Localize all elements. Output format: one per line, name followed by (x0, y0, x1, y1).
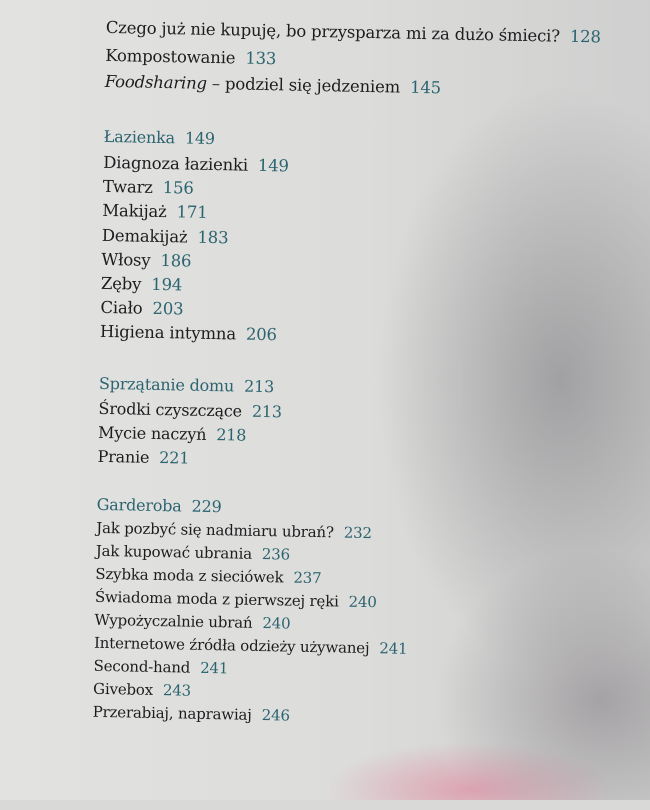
toc-entry (101, 250, 191, 271)
toc-entry (100, 298, 183, 319)
toc-entry-title: Pranie (97, 446, 150, 467)
toc-entry-page: 221 (159, 448, 190, 468)
toc-entry-page: 149 (257, 155, 289, 176)
toc-entry-title: Zęby (100, 273, 142, 294)
toc-entry-page: 246 (261, 706, 290, 725)
toc-entry-page: 186 (160, 251, 192, 271)
toc-entry (102, 201, 208, 222)
toc-entry-page: 241 (200, 658, 229, 678)
toc-entry (94, 634, 408, 658)
toc-entry-title: Ciało (100, 297, 143, 318)
toc-entry (103, 177, 194, 198)
toc-section-heading (104, 127, 216, 148)
toc-entry (101, 274, 183, 295)
toc-entry-title: Higiena intymna (99, 321, 237, 344)
toc-entry-title: Kompostowanie (105, 45, 236, 68)
toc-entry-title: – podziel się jedzeniem (206, 73, 401, 97)
toc-entry-title: Diagnoza łazienki (103, 152, 249, 175)
toc-entry (105, 46, 276, 68)
toc-entry (97, 447, 189, 468)
toc-entry-title: Jak kupować ubrania (95, 541, 253, 563)
toc-entry-page: 232 (343, 523, 372, 543)
toc-entry-title: Makijaż (102, 200, 167, 222)
toc-entry (105, 72, 442, 97)
toc-entry-page: 128 (569, 26, 601, 47)
toc-entry-title-italic: Foodsharing (104, 71, 208, 93)
toc-entry-page: 156 (162, 178, 194, 198)
toc-entry-page: 240 (348, 592, 377, 612)
toc-entry-title: Przerabiaj, naprawiaj (92, 702, 252, 724)
toc-entry-title: Środki czyszczące (98, 398, 243, 421)
toc-entry-page: 240 (262, 614, 291, 633)
toc-entry-page: 218 (216, 425, 247, 445)
toc-entry-title: Internetowe źródła odzieży używanej (93, 633, 370, 658)
toc-entry-page: 183 (197, 227, 229, 248)
toc-entry-page: 133 (245, 48, 277, 69)
section-page: 213 (243, 376, 275, 397)
toc-entry-page: 206 (245, 324, 278, 345)
toc-entry (95, 565, 321, 587)
toc-entry-title: Givebox (92, 679, 154, 699)
section-title: Garderoba (96, 494, 182, 516)
toc-section-heading (97, 495, 222, 516)
toc-entry (100, 322, 277, 344)
toc-entry-page: 194 (151, 274, 183, 295)
toc-entry-title: Second-hand (93, 656, 191, 677)
toc-entry-page: 171 (176, 202, 208, 222)
toc-entry (106, 18, 601, 46)
toc-entry (102, 226, 229, 247)
toc-entry-page: 236 (261, 545, 291, 564)
toc-entry-page: 145 (409, 77, 442, 98)
toc-entry-title: Świadoma moda z pierwszej ręki (94, 587, 339, 611)
toc-entry (95, 588, 377, 611)
toc-entry-title: Wypożyczalnie ubrań (94, 610, 253, 632)
toc-section-heading (99, 374, 274, 396)
toc-entry-page: 241 (379, 639, 408, 658)
toc-entry (98, 423, 247, 445)
toc-entry-title: Czego już nie kupuję, bo przysparza mi za dużo śmieci? (105, 17, 561, 46)
toc-entry (103, 153, 289, 176)
toc-entry-title: Demakijaż (101, 225, 188, 247)
section-page: 229 (191, 496, 222, 517)
toc-entry (93, 703, 290, 725)
toc-entry (96, 519, 372, 542)
toc-entry (93, 657, 228, 678)
toc-entry-page: 213 (251, 401, 283, 422)
toc-entry-page: 203 (152, 298, 184, 319)
toc-entry-title: Szybka moda z sieciówek (95, 564, 284, 587)
section-page: 149 (184, 128, 216, 149)
toc-entry-page: 243 (162, 681, 192, 700)
section-title: Łazienka (103, 126, 176, 148)
toc-entry-page: 237 (293, 568, 322, 588)
toc-entry-title: Jak pozbyć się nadmiaru ubrań? (96, 518, 334, 542)
toc-entry (96, 542, 290, 564)
toc-entry (94, 611, 290, 633)
toc-entry (98, 399, 282, 422)
toc-entry-title: Mycie naczyń (97, 422, 207, 444)
toc-entry-title: Włosy (101, 249, 151, 270)
toc-entry-title: Twarz (102, 176, 153, 197)
section-title: Sprzątanie domu (98, 373, 235, 396)
toc-entry (93, 680, 191, 700)
